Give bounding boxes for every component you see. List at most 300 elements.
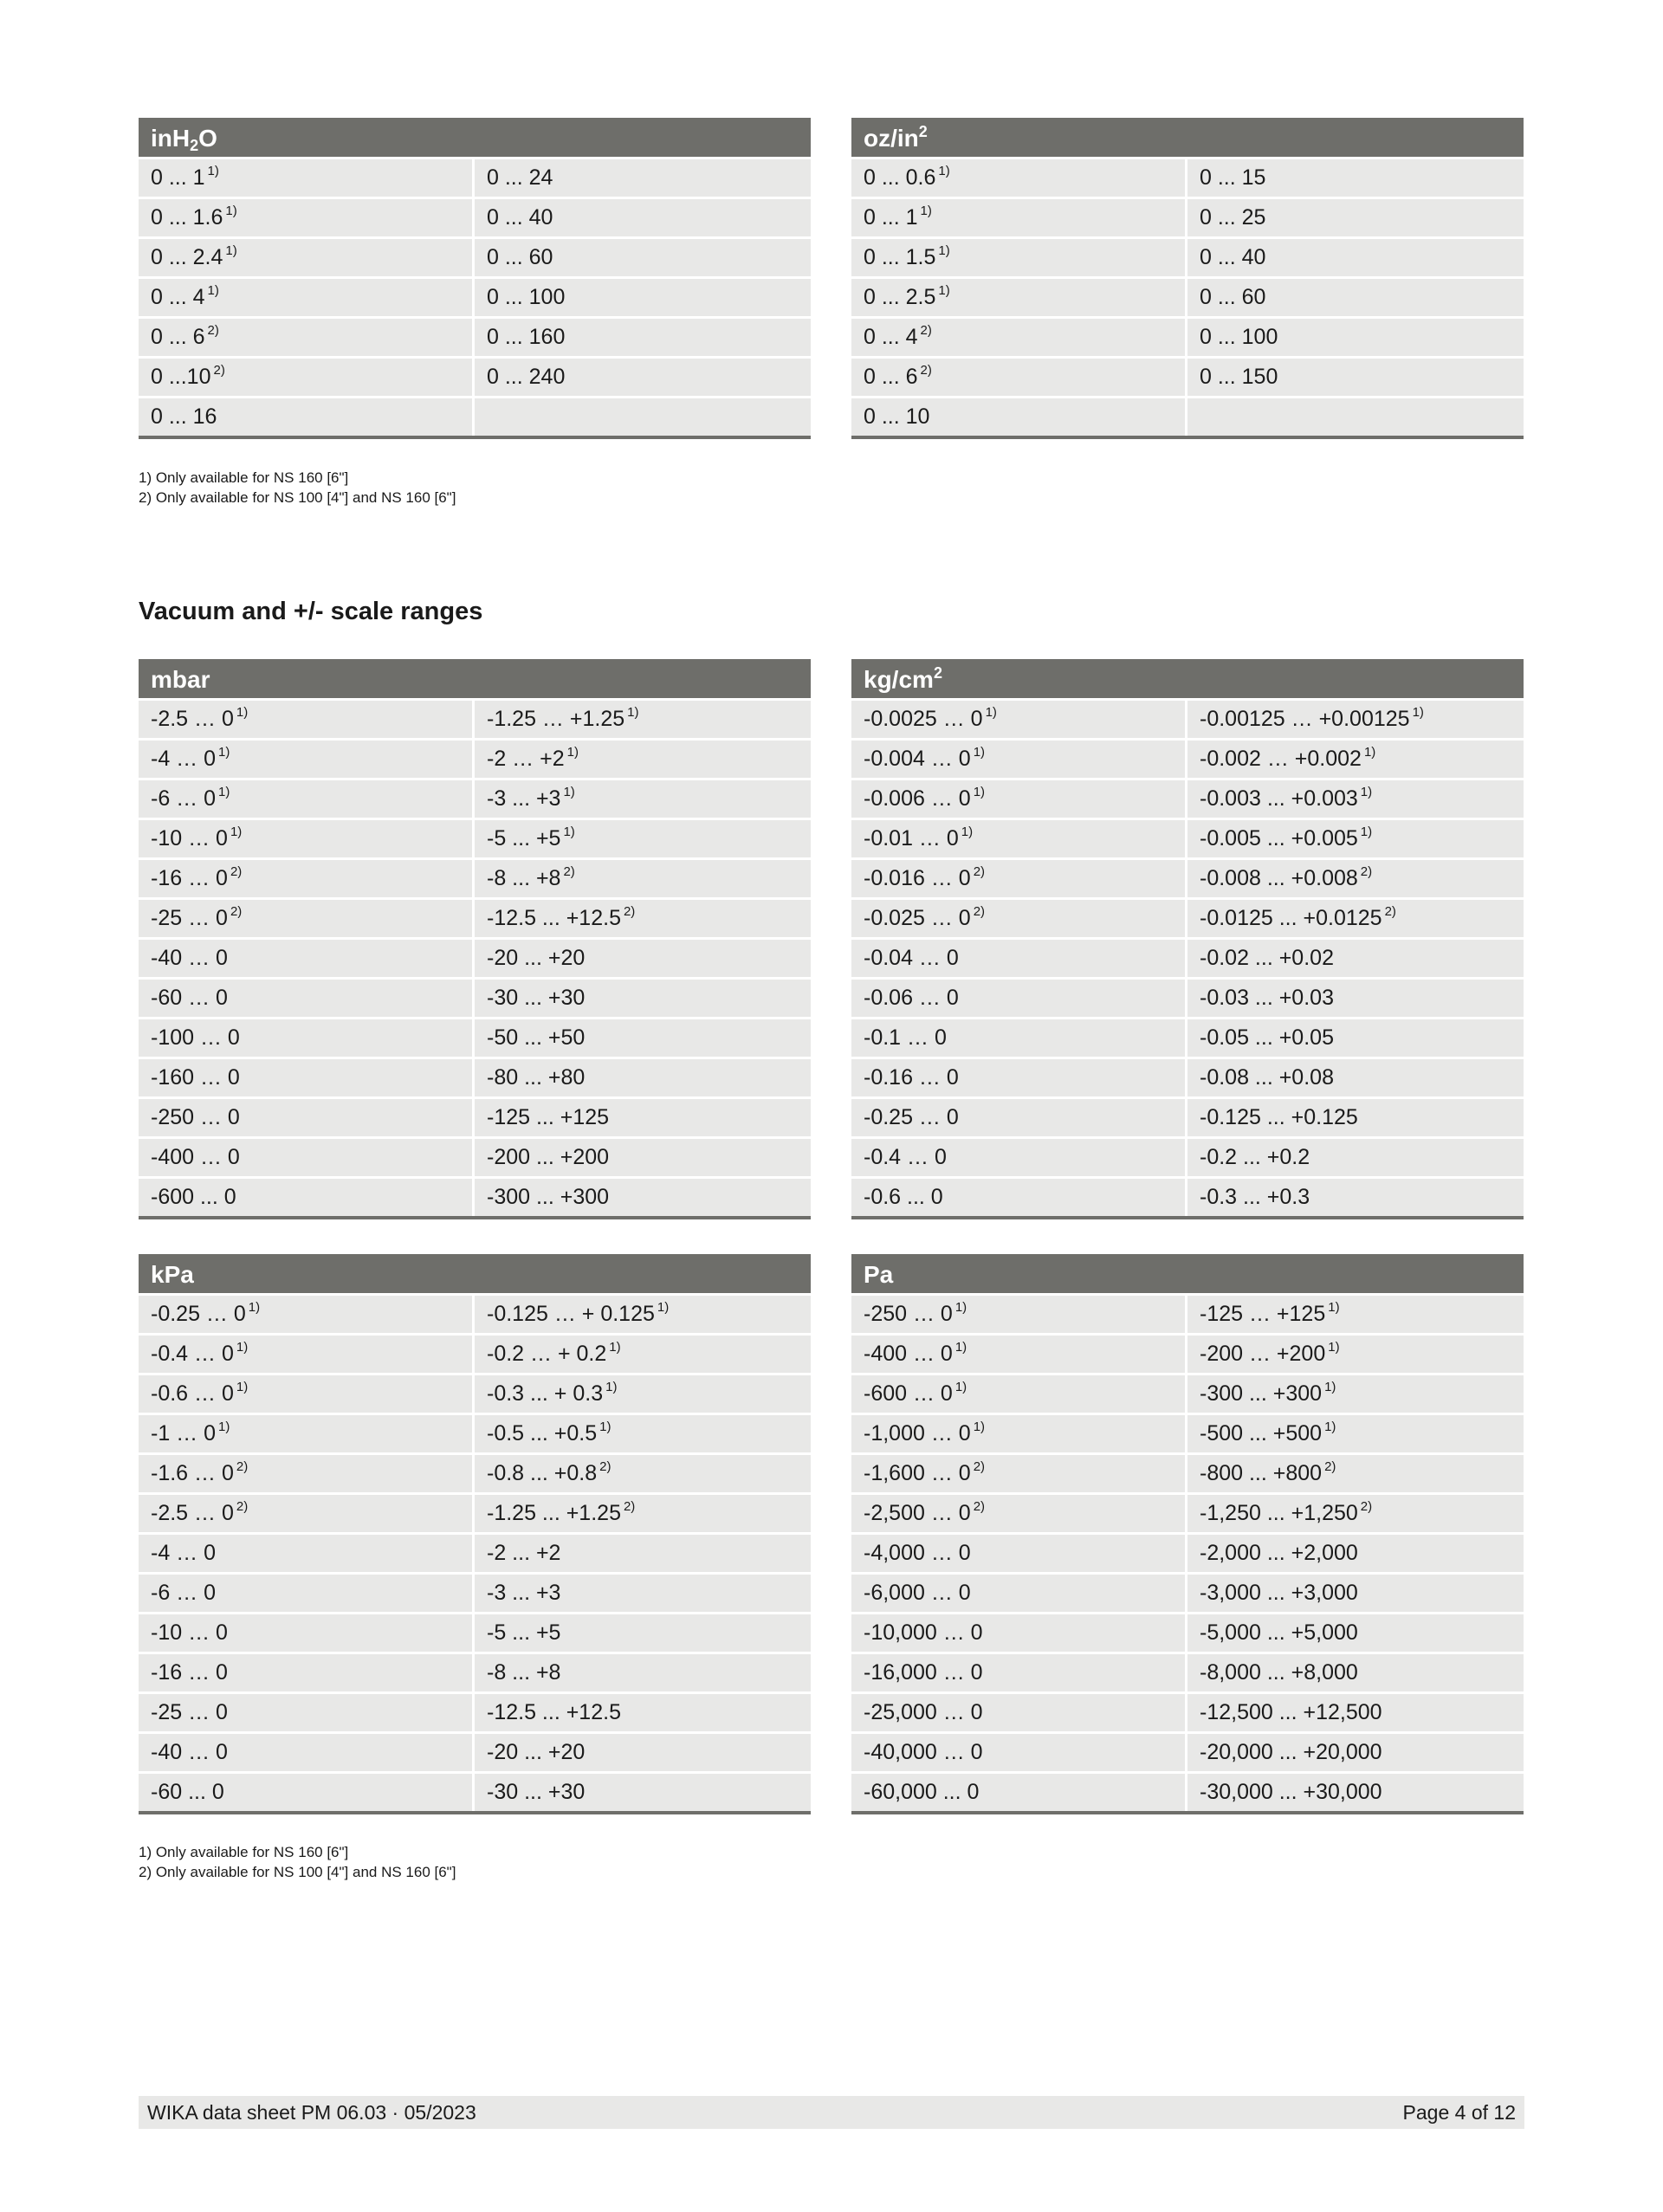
- footnote-marker: 2): [599, 1459, 611, 1474]
- table-cell: [139, 1575, 472, 1612]
- table-cell: [851, 279, 1185, 316]
- table-row: [139, 1455, 811, 1492]
- range-value: -10 … 0: [151, 826, 228, 851]
- table-cell: [851, 1694, 1185, 1731]
- table-cell: [139, 1059, 472, 1096]
- table-row: [851, 159, 1524, 197]
- table-cell: [851, 741, 1185, 778]
- table-cell: [1187, 1336, 1524, 1373]
- footnote-marker: 1): [599, 1420, 611, 1434]
- table-cell: [475, 1375, 811, 1413]
- footnote-marker: 1): [954, 1300, 967, 1315]
- range-value: -5,000 ... +5,000: [1200, 1620, 1358, 1645]
- range-value: -200 ... +200: [487, 1145, 610, 1169]
- footnote-marker: 1): [225, 204, 237, 218]
- range-value: -50 ... +50: [487, 1025, 586, 1050]
- table-cell: [475, 398, 811, 436]
- footnote-marker: 1): [938, 243, 950, 258]
- range-value: -2.5 … 0: [151, 707, 234, 731]
- footnote-marker: 1): [973, 745, 986, 760]
- table-row: [139, 1296, 811, 1333]
- range-value: -16 … 0: [151, 1660, 228, 1685]
- header-unit-base: kPa: [151, 1261, 194, 1288]
- table-row: [851, 1734, 1524, 1771]
- range-value: -0.03 ... +0.03: [1200, 986, 1334, 1010]
- table-cell: [1187, 359, 1524, 396]
- table-row: [851, 1139, 1524, 1176]
- header-unit-base: oz/in: [864, 125, 919, 152]
- scale-table-pa: [851, 1254, 1524, 1814]
- table-cell: [1187, 980, 1524, 1017]
- table-row: [851, 279, 1524, 316]
- footnote-marker: 1): [1324, 1420, 1336, 1434]
- range-value: -250 … 0: [151, 1105, 240, 1129]
- table-cell: [475, 1694, 811, 1731]
- range-value: 0 ... 60: [1200, 285, 1266, 309]
- table-row: [139, 1495, 811, 1532]
- table-cell: [851, 1375, 1185, 1413]
- range-value: -0.5 ... +0.5: [487, 1421, 598, 1446]
- range-value: -2 … +2: [487, 747, 565, 771]
- table-cell: [851, 1654, 1185, 1691]
- table-bottom-rule: [139, 1216, 811, 1219]
- table-header: [139, 659, 811, 698]
- table-row: [851, 1179, 1524, 1216]
- table-cell: [475, 780, 811, 818]
- table-cell: [475, 940, 811, 977]
- table-row: [139, 1575, 811, 1612]
- range-value: -400 … 0: [864, 1342, 953, 1366]
- range-value: 0 ... 24: [487, 165, 553, 190]
- range-value: 0 ... 4: [864, 325, 918, 349]
- range-value: -0.02 ... +0.02: [1200, 946, 1334, 970]
- footnote-marker: 2): [207, 323, 219, 338]
- table-cell: [475, 1099, 811, 1136]
- range-value: -300 ... +300: [487, 1185, 610, 1209]
- range-value: -0.008 ... +0.008: [1200, 866, 1358, 890]
- table-row: [139, 1179, 811, 1216]
- table-row: [851, 1575, 1524, 1612]
- footnote-marker: 1): [563, 785, 575, 799]
- table-header: [139, 118, 811, 157]
- table-cell: [1187, 1535, 1524, 1572]
- table-cell: [139, 820, 472, 857]
- table-cell: [139, 239, 472, 276]
- footnote-marker: 1): [1360, 785, 1373, 799]
- table-cell: [851, 1336, 1185, 1373]
- range-value: -30,000 ... +30,000: [1200, 1780, 1382, 1804]
- footnote-marker: 2): [563, 864, 575, 879]
- table-cell: [851, 1099, 1185, 1136]
- range-value: -125 … +125: [1200, 1302, 1326, 1326]
- table-cell: [1187, 860, 1524, 897]
- table-cell: [139, 1654, 472, 1691]
- table-cell: [851, 1455, 1185, 1492]
- table-cell: [1187, 1296, 1524, 1333]
- table-cell: [1187, 398, 1524, 436]
- footnote-marker: 1): [563, 825, 575, 839]
- table-row: [851, 239, 1524, 276]
- footnote-2: 2) Only available for NS 100 [4"] and NS 160 [6"]: [139, 1864, 456, 1880]
- table-row: [851, 1375, 1524, 1413]
- range-value: -3 ... +3: [487, 786, 561, 811]
- table-cell: [475, 1019, 811, 1057]
- range-value: -20,000 ... +20,000: [1200, 1740, 1382, 1764]
- footnote-marker: 1): [961, 825, 974, 839]
- table-cell: [475, 820, 811, 857]
- range-value: -6 … 0: [151, 1581, 217, 1605]
- table-cell: [139, 359, 472, 396]
- footnote-marker: 2): [920, 323, 932, 338]
- range-value: 0 ... 1: [151, 165, 205, 190]
- footnote-marker: 1): [225, 243, 237, 258]
- range-value: -2.5 … 0: [151, 1501, 234, 1525]
- table-cell: [851, 239, 1185, 276]
- range-value: -160 … 0: [151, 1065, 240, 1090]
- table-cell: [475, 900, 811, 937]
- range-value: 0 ... 6: [151, 325, 205, 349]
- header-unit-sup: 2: [933, 664, 942, 682]
- table-cell: [1187, 1019, 1524, 1057]
- table-cell: [139, 900, 472, 937]
- footnote-marker: 2): [1360, 864, 1373, 879]
- range-value: -3,000 ... +3,000: [1200, 1581, 1358, 1605]
- table-cell: [851, 1774, 1185, 1811]
- table-cell: [475, 239, 811, 276]
- range-value: 0 ... 16: [151, 404, 217, 429]
- footnote-marker: 1): [218, 745, 230, 760]
- footnote-marker: 1): [566, 745, 579, 760]
- footnote-marker: 1): [1328, 1340, 1340, 1355]
- table-cell: [139, 1614, 472, 1652]
- range-value: -1,000 … 0: [864, 1421, 971, 1446]
- footnote-marker: 1): [609, 1340, 621, 1355]
- table-header: [851, 659, 1524, 698]
- range-value: 0 ... 150: [1200, 365, 1278, 389]
- header-unit-base: inH: [151, 125, 191, 152]
- footnotes-top: [139, 468, 456, 508]
- page-footer: [139, 2096, 1524, 2129]
- table-row: [851, 1495, 1524, 1532]
- table-row: [139, 980, 811, 1017]
- range-value: 0 ... 1.6: [151, 205, 223, 230]
- table-cell: [475, 359, 811, 396]
- table-row: [851, 1694, 1524, 1731]
- table-row: [139, 1019, 811, 1057]
- table-cell: [475, 860, 811, 897]
- range-value: -0.0125 ... +0.0125: [1200, 906, 1382, 930]
- range-value: -40 … 0: [151, 1740, 228, 1764]
- range-value: -20 ... +20: [487, 1740, 586, 1764]
- table-cell: [851, 1296, 1185, 1333]
- table-row: [139, 398, 811, 436]
- table-cell: [1187, 1654, 1524, 1691]
- footnote-marker: 1): [973, 785, 986, 799]
- table-cell: [1187, 159, 1524, 197]
- range-value: -0.4 … 0: [151, 1342, 234, 1366]
- table-cell: [851, 1019, 1185, 1057]
- table-cell: [1187, 1139, 1524, 1176]
- table-cell: [475, 1296, 811, 1333]
- table-row: [139, 701, 811, 738]
- table-cell: [1187, 780, 1524, 818]
- table-cell: [139, 701, 472, 738]
- range-value: -1.25 … +1.25: [487, 707, 625, 731]
- table-row: [851, 1296, 1524, 1333]
- table-row: [851, 701, 1524, 738]
- table-cell: [851, 1495, 1185, 1532]
- table-cell: [851, 1139, 1185, 1176]
- table-cell: [475, 741, 811, 778]
- table-row: [139, 359, 811, 396]
- range-value: -8,000 ... +8,000: [1200, 1660, 1358, 1685]
- footnote-marker: 1): [1412, 705, 1424, 720]
- table-cell: [475, 199, 811, 236]
- range-value: -8 ... +8: [487, 866, 561, 890]
- range-value: -25 … 0: [151, 1700, 228, 1724]
- table-row: [851, 359, 1524, 396]
- range-value: -16,000 … 0: [864, 1660, 983, 1685]
- range-value: 0 ... 4: [151, 285, 205, 309]
- range-value: -5 ... +5: [487, 1620, 561, 1645]
- footnote-marker: 2): [230, 864, 243, 879]
- table-row: [139, 1734, 811, 1771]
- range-value: -6,000 … 0: [864, 1581, 971, 1605]
- range-value: -0.004 … 0: [864, 747, 971, 771]
- table-cell: [1187, 741, 1524, 778]
- table-row: [851, 319, 1524, 356]
- table-row: [139, 780, 811, 818]
- footnote-marker: 1): [236, 1380, 249, 1394]
- table-row: [851, 940, 1524, 977]
- range-value: 0 ... 2.5: [864, 285, 936, 309]
- table-row: [139, 1614, 811, 1652]
- table-cell: [139, 1296, 472, 1333]
- footnote-1: 1) Only available for NS 160 [6"]: [139, 1844, 349, 1860]
- table-cell: [851, 1535, 1185, 1572]
- table-cell: [475, 1179, 811, 1216]
- table-cell: [851, 1179, 1185, 1216]
- range-value: -1,600 … 0: [864, 1461, 971, 1485]
- range-value: -0.1 … 0: [864, 1025, 947, 1050]
- table-cell: [1187, 1774, 1524, 1811]
- range-value: -1,250 ... +1,250: [1200, 1501, 1358, 1525]
- table-row: [851, 1019, 1524, 1057]
- range-value: -4 … 0: [151, 1541, 217, 1565]
- footnote-marker: 2): [623, 904, 636, 919]
- table-row: [851, 900, 1524, 937]
- footnote-marker: 2): [230, 904, 243, 919]
- footnote-marker: 1): [954, 1380, 967, 1394]
- table-cell: [851, 159, 1185, 197]
- range-value: -3 ... +3: [487, 1581, 561, 1605]
- footnote-marker: 1): [954, 1340, 967, 1355]
- table-row: [139, 860, 811, 897]
- range-value: 0 ... 6: [864, 365, 918, 389]
- table-cell: [475, 1535, 811, 1572]
- range-value: 0 ... 160: [487, 325, 566, 349]
- table-cell: [851, 1575, 1185, 1612]
- table-row: [139, 1336, 811, 1373]
- table-cell: [139, 980, 472, 1017]
- table-cell: [1187, 900, 1524, 937]
- table-cell: [851, 1059, 1185, 1096]
- range-value: -12,500 ... +12,500: [1200, 1700, 1382, 1724]
- range-value: -250 … 0: [864, 1302, 953, 1326]
- table-row: [139, 199, 811, 236]
- range-value: -0.6 … 0: [151, 1381, 234, 1406]
- range-value: -1 … 0: [151, 1421, 217, 1446]
- table-cell: [851, 860, 1185, 897]
- table-cell: [1187, 1375, 1524, 1413]
- table-cell: [139, 1734, 472, 1771]
- table-cell: [475, 159, 811, 197]
- table-cell: [1187, 1495, 1524, 1532]
- range-value: -0.4 … 0: [864, 1145, 947, 1169]
- table-bottom-rule: [851, 436, 1524, 439]
- table-cell: [475, 1455, 811, 1492]
- range-value: -6 … 0: [151, 786, 217, 811]
- range-value: 0 ... 40: [487, 205, 553, 230]
- table-cell: [851, 980, 1185, 1017]
- footnote-marker: 2): [1384, 904, 1396, 919]
- range-value: -4,000 … 0: [864, 1541, 971, 1565]
- footnote-marker: 1): [1324, 1380, 1336, 1394]
- table-cell: [851, 820, 1185, 857]
- table-row: [851, 780, 1524, 818]
- table-cell: [1187, 1734, 1524, 1771]
- footnote-marker: 1): [236, 1340, 249, 1355]
- table-cell: [1187, 239, 1524, 276]
- footnote-marker: 1): [627, 705, 639, 720]
- table-row: [139, 1654, 811, 1691]
- footnote-marker: 2): [973, 1499, 986, 1514]
- table-cell: [851, 398, 1185, 436]
- range-value: -500 ... +500: [1200, 1421, 1323, 1446]
- footer-page-number: Page 4 of 12: [1402, 2101, 1516, 2124]
- scale-table-ozin2: [851, 118, 1524, 439]
- range-value: -8 ... +8: [487, 1660, 561, 1685]
- range-value: 0 ... 15: [1200, 165, 1266, 190]
- footnote-marker: 1): [938, 164, 950, 178]
- table-cell: [1187, 820, 1524, 857]
- table-cell: [475, 279, 811, 316]
- header-unit-base: kg/cm: [864, 666, 934, 693]
- footnote-marker: 1): [230, 825, 243, 839]
- table-row: [139, 900, 811, 937]
- range-value: -0.005 ... +0.005: [1200, 826, 1358, 851]
- table-cell: [475, 1059, 811, 1096]
- table-row: [139, 820, 811, 857]
- table-cell: [475, 1654, 811, 1691]
- table-cell: [139, 860, 472, 897]
- range-value: -0.125 ... +0.125: [1200, 1105, 1358, 1129]
- table-row: [139, 1059, 811, 1096]
- footnote-marker: 2): [1324, 1459, 1336, 1474]
- table-row: [139, 1139, 811, 1176]
- table-row: [851, 980, 1524, 1017]
- table-cell: [139, 1139, 472, 1176]
- range-value: -4 … 0: [151, 747, 217, 771]
- range-value: -0.6 ... 0: [864, 1185, 943, 1209]
- footnote-marker: 1): [985, 705, 997, 720]
- range-value: -0.006 … 0: [864, 786, 971, 811]
- table-cell: [139, 1179, 472, 1216]
- table-cell: [851, 199, 1185, 236]
- table-cell: [139, 1415, 472, 1452]
- scale-table-mbar: [139, 659, 811, 1219]
- range-value: -0.01 … 0: [864, 826, 959, 851]
- range-value: -800 ... +800: [1200, 1461, 1323, 1485]
- table-cell: [139, 1694, 472, 1731]
- header-unit-base: Pa: [864, 1261, 894, 1288]
- table-cell: [139, 279, 472, 316]
- footnote-marker: 2): [973, 1459, 986, 1474]
- range-value: -0.3 ... + 0.3: [487, 1381, 604, 1406]
- table-row: [851, 1654, 1524, 1691]
- footnote-marker: 1): [605, 1380, 618, 1394]
- table-row: [851, 1614, 1524, 1652]
- range-value: -40 … 0: [151, 946, 228, 970]
- range-value: -100 … 0: [151, 1025, 240, 1050]
- range-value: -0.08 ... +0.08: [1200, 1065, 1334, 1090]
- range-value: -2,000 ... +2,000: [1200, 1541, 1358, 1565]
- table-row: [851, 398, 1524, 436]
- range-value: -0.16 … 0: [864, 1065, 959, 1090]
- table-cell: [1187, 1179, 1524, 1216]
- footnote-marker: 1): [207, 283, 219, 298]
- range-value: 0 ... 1.5: [864, 245, 936, 269]
- range-value: -0.0025 … 0: [864, 707, 983, 731]
- table-cell: [851, 900, 1185, 937]
- table-bottom-rule: [851, 1216, 1524, 1219]
- range-value: 0 ... 240: [487, 365, 566, 389]
- table-cell: [851, 1614, 1185, 1652]
- table-cell: [1187, 199, 1524, 236]
- footnote-1: 1) Only available for NS 160 [6"]: [139, 469, 349, 486]
- table-cell: [139, 1099, 472, 1136]
- table-row: [851, 1415, 1524, 1452]
- range-value: -0.002 … +0.002: [1200, 747, 1362, 771]
- table-row: [851, 741, 1524, 778]
- range-value: -1.25 ... +1.25: [487, 1501, 621, 1525]
- table-cell: [139, 1495, 472, 1532]
- range-value: -0.2 … + 0.2: [487, 1342, 607, 1366]
- table-row: [851, 1535, 1524, 1572]
- table-cell: [851, 1415, 1185, 1452]
- header-unit-sup: 2: [918, 123, 928, 140]
- table-row: [851, 199, 1524, 236]
- table-row: [851, 1099, 1524, 1136]
- table-row: [139, 1774, 811, 1811]
- table-cell: [139, 199, 472, 236]
- table-cell: [851, 940, 1185, 977]
- range-value: 0 ... 25: [1200, 205, 1266, 230]
- range-value: 0 ... 40: [1200, 245, 1266, 269]
- range-value: -200 … +200: [1200, 1342, 1326, 1366]
- footnote-marker: 2): [973, 864, 986, 879]
- table-cell: [139, 398, 472, 436]
- range-value: -0.016 … 0: [864, 866, 971, 890]
- range-value: -16 … 0: [151, 866, 228, 890]
- range-value: -80 ... +80: [487, 1065, 586, 1090]
- table-cell: [1187, 1059, 1524, 1096]
- table-cell: [475, 701, 811, 738]
- table-cell: [475, 1415, 811, 1452]
- range-value: -12.5 ... +12.5: [487, 906, 621, 930]
- range-value: -10,000 … 0: [864, 1620, 983, 1645]
- range-value: 0 ... 2.4: [151, 245, 223, 269]
